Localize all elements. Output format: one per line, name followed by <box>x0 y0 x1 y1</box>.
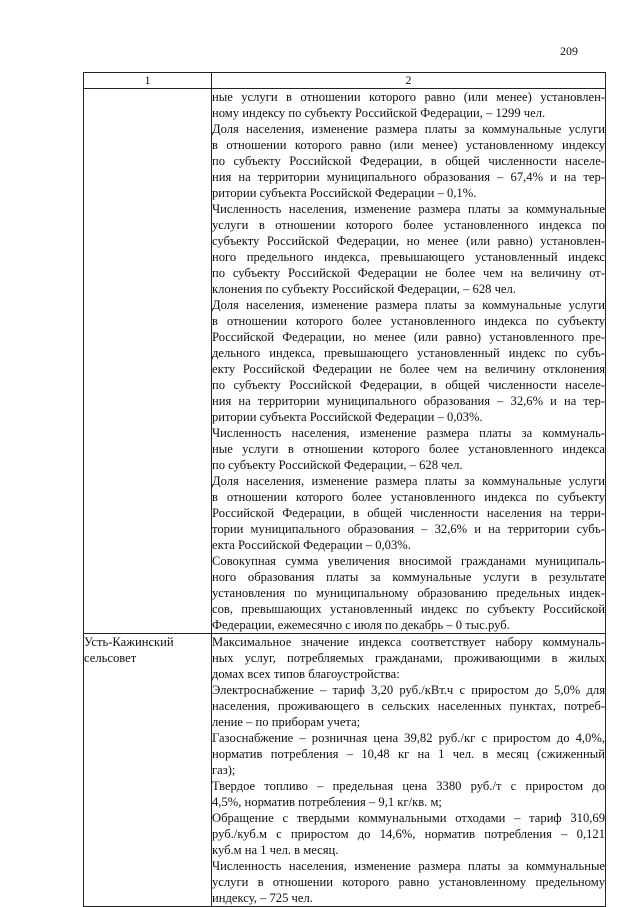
text-line: Обращение с твердыми коммунальными отходами – тариф 310,69 <box>212 811 605 825</box>
text-line: дельного индекса, превышающего установленный индекс по субъ- <box>212 346 605 360</box>
text-line: Численность населения, изменение размера платы за коммунальные <box>212 202 605 216</box>
column-header-2: 2 <box>212 73 606 89</box>
text-line: руб./куб.м с приростом до 14,6%, норматив потребления – 0,121 <box>212 827 605 841</box>
text-line: норматив потребления – 10,48 кг на 1 чел. в месяц (сжиженный <box>212 747 605 761</box>
text-line: по субъекту Российской Федерации, в общей численности населе- <box>212 154 605 168</box>
text-line: тории муниципального образования – 32,6% и на территории субъ- <box>212 522 605 536</box>
document-table <box>83 72 606 907</box>
text-line: субъекту Российской Федерации, но менее (или равно) установлен- <box>212 234 605 248</box>
table-row <box>84 89 606 634</box>
text-line: Доля населения, изменение размера платы за коммунальные услуги <box>212 474 605 488</box>
text-line: услуги в отношении которого равно установленному предельному <box>212 875 605 889</box>
text-line: в отношении которого равно (или менее) установленному индексу <box>212 138 605 152</box>
text-line: домах всех типов благоустройства: <box>212 667 400 681</box>
text-line: ление – по приборам учета; <box>212 715 361 729</box>
municipality-name-cell <box>84 89 212 634</box>
description-cell <box>212 89 606 634</box>
column-header-1: 1 <box>84 73 212 89</box>
text-line: куб.м на 1 чел. в месяц. <box>212 843 339 857</box>
text-line: Численность населения, изменение размера платы за коммунальные <box>212 859 605 873</box>
table-row <box>84 634 606 907</box>
text-line: Твердое топливо – предельная цена 3380 руб./т с приростом до <box>212 779 605 793</box>
text-line: Доля населения, изменение размера платы за коммунальные услуги <box>212 298 605 312</box>
text-line: Численность населения, изменение размера платы за коммуналь- <box>212 426 605 440</box>
text-line: по субъекту Российской Федерации, в общей численности населе- <box>212 378 605 392</box>
table-header-row <box>84 73 606 89</box>
text-line: услуги в отношении которого более установленного индекса по <box>212 218 605 232</box>
text-line: ного образования платы за коммунальные услуги в результате <box>212 570 605 584</box>
text-line: ния на территории муниципального образования – 67,4% и на тер- <box>212 170 605 184</box>
municipality-name-cell: Усть-Кажинский сельсовет <box>84 634 212 907</box>
text-line: 4,5%, норматив потребления – 9,1 кг/кв. м; <box>212 795 442 809</box>
text-line: Российской Федерации, но менее (или равно) установленного пре- <box>212 330 605 344</box>
text-line: Электроснабжение – тариф 3,20 руб./кВт.ч с приростом до 5,0% для <box>212 683 605 697</box>
text-line: Газоснабжение – розничная цена 39,82 руб./кг с приростом до 4,0%, <box>212 731 605 745</box>
description-cell <box>212 634 606 907</box>
text-line: газ); <box>212 763 236 777</box>
text-line: индексу, – 725 чел. <box>212 891 313 905</box>
text-line: ния на территории муниципального образования – 32,6% и на тер- <box>212 394 605 408</box>
text-line: ритории субъекта Российской Федерации – 0,03%. <box>212 410 483 424</box>
text-line: Максимальное значение индекса соответствует набору коммуналь- <box>212 635 605 649</box>
text-line: населения, проживающего в сельских населенных пунктах, потреб- <box>212 699 605 713</box>
text-line: клонения по субъекту Российской Федерации, – 628 чел. <box>212 282 516 296</box>
text-line: Российской Федерации, в общей численности населения на терри- <box>212 506 605 520</box>
text-line: по субъекту Российской Федерации, – 628 чел. <box>212 458 463 472</box>
text-line: ному индексу по субъекту Российской Федерации, – 1299 чел. <box>212 106 546 120</box>
text-line: ритории субъекта Российской Федерации – 0,1%. <box>212 186 477 200</box>
text-line: екта Российской Федерации – 0,03%. <box>212 538 411 552</box>
text-line: ных услуг, потребляемых гражданами, проживающими в жилых <box>212 651 605 665</box>
text-line: установления по муниципальному образованию предельных индек- <box>212 586 605 600</box>
text-line: в отношении которого более установленного индекса по субъекту <box>212 490 605 504</box>
page-number: 209 <box>560 44 578 58</box>
text-line: ные услуги в отношении которого более установленного индекса <box>212 442 605 456</box>
text-line: в отношении которого более установленного индекса по субъекту <box>212 314 605 328</box>
text-line: по субъекту Российской Федерации не более чем на величину от- <box>212 266 605 280</box>
text-line: Совокупная сумма увеличения вносимой гражданами муниципаль- <box>212 554 605 568</box>
text-line: екту Российской Федерации не более чем на величину отклонения <box>212 362 605 376</box>
text-line: ные услуги в отношении которого равно (или менее) установлен- <box>212 90 605 104</box>
text-line: ного предельного индекса, превышающего установленный индекс <box>212 250 605 264</box>
text-line: сов, превышающих установленный индекс по субъекту Российской <box>212 602 605 616</box>
text-line: Федерации, ежемесячно с июля по декабрь – 0 тыс.руб. <box>212 618 510 632</box>
text-line: Доля населения, изменение размера платы за коммунальные услуги <box>212 122 605 136</box>
